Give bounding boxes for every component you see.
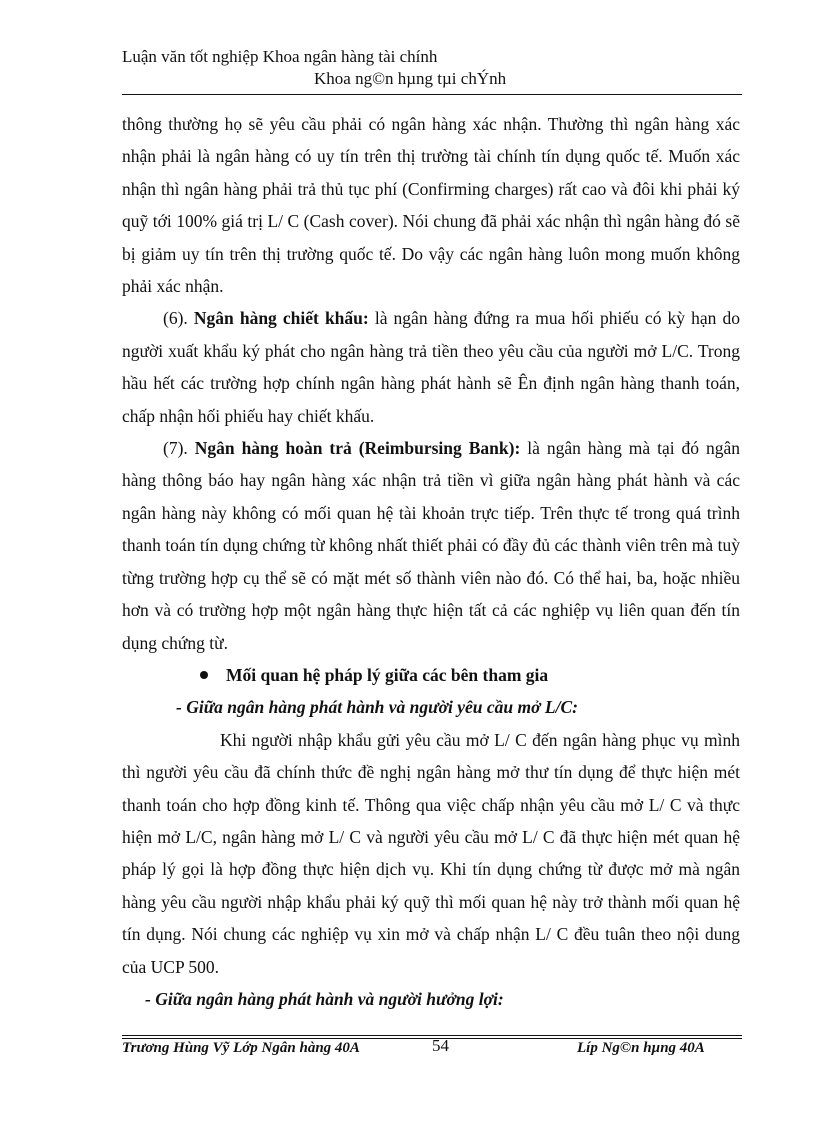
item-number: (6). [163,308,188,329]
paragraph-discounting-bank [122,302,740,432]
item-number: (7). [163,438,188,459]
section-heading: Mối quan hệ pháp lý giữa các bên tham gia [226,664,549,685]
paragraph-confirming-bank: thông thường họ sẽ yêu cầu phải có ngân hàng xác nhận. Thường thì ngân hàng xác nhận phải là ngân hàng có uy tín trên thị trường tài chính tín dụng quốc tế. Muốn xác nhận thì ngân hàng phải trả thủ tục phí (Confirming charges) rất cao và đôi khi phải ký quỹ tới 100% giá trị L/ C (Cash cover). Nói chung đã phải xác nhận thì ngân hàng đó sẽ bị giảm uy tín trên thị trường quốc tế. Do vậy các ngân hàng luôn mong muốn không phải xác nhận. [122,114,740,297]
footer-class: Líp Ng©n hµng 40A [577,1040,705,1056]
page-header [122,46,742,90]
paragraph-issuer-applicant: Khi người nhập khẩu gửi yêu cầu mở L/ C đến ngân hàng phục vụ mình thì người yêu cầu đã chính thức đề nghị ngân hàng mở thư tín dụng để thực hiện mét thanh toán cho hợp đồng kinh tế. Thông qua việc chấp nhận yêu cầu mở L/ C và thực hiện mở L/C, ngân hàng mở L/ C và người yêu cầu mở L/ C đã thực hiện mét quan hệ pháp lý gọi là hợp đồng thực hiện dịch vụ. Khi tín dụng chứng từ được mở mà ngân hàng yêu cầu người nhập khẩu phải ký quỹ thì mối quan hệ này trở thành mối quan hệ tín dụng. Nói chung các nghiệp vụ xin mở và chấp nhận L/ C đều tuân theo nội dung của UCP 500. [122,729,740,977]
footer-author: Trương Hùng Vỹ Lớp Ngân hàng 40A [122,1040,360,1056]
subheading-issuer-beneficiary: - Giữa ngân hàng phát hành và người hưởng lợi: [145,988,504,1009]
header-divider [122,94,742,95]
header-subtitle: Khoa ng©n hµng tµi chÝnh [314,69,507,88]
main-content [122,108,740,1015]
bullet-icon [200,671,208,679]
definition-text: là ngân hàng mà tại đó ngân hàng thông báo hay ngân hàng xác nhận trả tiền vì giữa ngân hàng phát hành và các ngân hàng này không có mối quan hệ tài khoản trực tiếp. Trên thực tế trong quá trình thanh toán tín dụng chứng từ không nhất thiết phải có đầy đủ các thành viên trên mà tuỳ từng trường hợp cụ thể sẽ có mặt mét số thành viên nào đó. Có thể hai, ba, hoặc nhiều hơn và có trường hợp một ngân hàng thực hiện tất cả các nghiệp vụ liên quan đến tín dụng chứng từ. [122,438,741,653]
term-discounting-bank: Ngân hàng chiết khấu: [193,308,369,329]
definition-text: là ngân hàng đứng ra mua hối phiếu có kỳ hạn do người xuất khẩu ký phát cho ngân hàng trả tiền theo yêu cầu của người mở L/C. Trong hầu hết các trường hợp chính ngân hàng phát hành sẽ Ên định ngân hàng thanh toán, chấp nhận hối phiếu hay chiết khấu. [122,308,740,426]
subheading-issuer-applicant: - Giữa ngân hàng phát hành và người yêu cầu mở L/C: [176,697,578,718]
paragraph-reimbursing-bank [122,432,740,659]
term-reimbursing-bank: Ngân hàng hoàn trả (Reimbursing Bank): [194,438,521,459]
section-bullet [122,659,740,691]
page-number: 54 [432,1036,449,1055]
header-title: Luận văn tốt nghiệp Khoa ngân hàng tài chính [122,47,438,66]
